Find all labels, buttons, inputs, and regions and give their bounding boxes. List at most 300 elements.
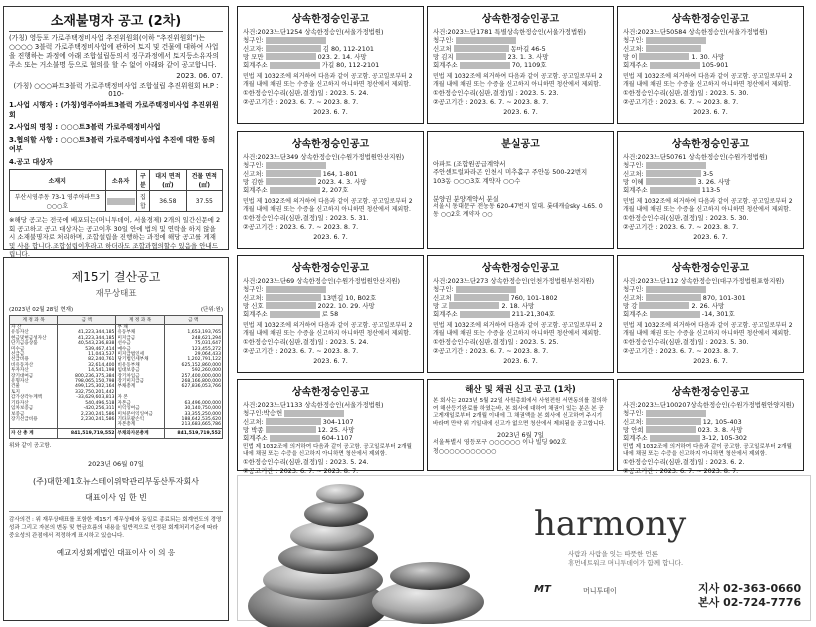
table-cell: -33,629,603,813 xyxy=(58,395,116,400)
table-cell: 257,400,000,000 xyxy=(164,374,222,379)
deceased-date: 1. 30. 사망 xyxy=(691,52,725,61)
company-name: (주)대한제1호뉴스테이위탁관리부동산투자회사 xyxy=(33,477,199,487)
approval-date: ①한정승인수리(심판,결정)일 : 2023. 5. 30. xyxy=(623,89,749,98)
inheritance-notice xyxy=(617,6,804,124)
auditor-name: 예교지성회계법인 대표이사 이 의 응 xyxy=(56,548,176,558)
table-cell: 당기법인세부채 xyxy=(116,357,164,362)
requester-line xyxy=(623,409,798,417)
table-cell: 123,455,272 xyxy=(164,347,222,352)
table-cell: 현금및현금성자산 xyxy=(10,336,58,341)
total-value: 841,519,719,552 xyxy=(58,428,116,438)
address-label: 회계주소 xyxy=(623,186,648,195)
address-line xyxy=(623,61,798,69)
reporter-address: 304-1107 xyxy=(322,417,354,426)
legal-text: 민법 제 1032조에 의거하여 다음과 같이 공고함. 공고일로부터 2개월 내에 채권 또는 수증을 신고하지 아니하면 청산에서 제외함. xyxy=(433,73,603,89)
col-header: 계 정 과 목 xyxy=(116,316,164,325)
table-cell: 29,064,433 xyxy=(164,352,222,357)
notice-footer: ※해당 공고는 전국에 배포되는(머니투데이, 서울경제) 2개의 일간신문에 2회 공고하고 공고 대상자는 공고이후 30일 안에 법의 및 연락을 하지 않을 시 소재불명자로 처리하며, 조합설립을 진행하는 과정에 해당 공고를 게재 및 사용 합니다.조합설립이후라고 하더라도 조합과협의할수 있음을 안내드립니다. xyxy=(9,216,221,258)
table-cell: 기타포괄손익 xyxy=(116,417,164,422)
reporter-line xyxy=(623,294,798,302)
table-cell: 예수금 xyxy=(116,347,164,352)
legal-text: 민법 제 1032조에 의거하여 다음과 같이 공고함. 공고일로부터 2개월 내에 채권 또는 수증을 신고하지 아니하면 청산에서 제외함. xyxy=(623,444,792,458)
requester: 청구인: xyxy=(623,409,644,418)
table-cell: 미처분이익잉여금 xyxy=(116,412,164,417)
notice-period: ②공고기간 : 2023. 6. 7. ~ 2023. 8. 7. xyxy=(433,346,549,355)
settlement-title: 제15기 결산공고 xyxy=(71,270,161,284)
notice-title: 상속한정승인공고 xyxy=(671,263,750,274)
dissolution-address: 서울특별시 영등포구 ○○○○○○ 이나 빌딩 902호 xyxy=(433,439,567,447)
lost-line: 주안센트럴파라곤 인천시 미추홀구 주안동 500-22번지 xyxy=(433,168,588,177)
table-cell: 자본금 xyxy=(116,401,164,406)
requester-line xyxy=(243,36,418,44)
requester-line xyxy=(623,285,798,293)
inheritance-notice xyxy=(237,131,424,249)
notice-title: 상속한정승인공고 xyxy=(481,263,560,274)
reporter-label: 신고자: xyxy=(243,44,264,53)
table-cell: 장기대여금 xyxy=(10,374,58,379)
approval-date: ①한정승인수리(심판,결정)일 : 2023. 5. 24. xyxy=(243,338,369,347)
reporter-address: 김 80, 112-2101 xyxy=(322,44,374,53)
deceased-line xyxy=(623,53,798,61)
notice-period: ②공고기간 : 2023. 6. 7. ~ 2023. 8. 7. xyxy=(623,222,739,231)
case-line: 사건:2023느단349 상속한정승인(수원가정법원안산지원) xyxy=(243,153,405,161)
notice-date: 2023. 6. 7. xyxy=(503,356,538,365)
table-cell: 부 채 xyxy=(116,325,164,331)
address-label: 회계주소 xyxy=(623,434,648,443)
table-cell: 감가상각누계액 xyxy=(10,395,58,400)
table-cell: 30,140,750,000 xyxy=(164,406,222,411)
table-cell: 자본총계 xyxy=(116,422,164,428)
case-line: 사건:2023느단273 상속한정승인(인천가정법원부천지원) xyxy=(433,277,595,285)
requester: 청구인: xyxy=(623,161,644,170)
table-cell: 41,223,344,185 xyxy=(58,330,116,335)
col-header: 건물 면적(㎡) xyxy=(186,170,222,191)
address-value: 3-12, 105-302 xyxy=(701,434,748,443)
address-label: 회계주소 xyxy=(243,310,268,319)
approval-date: ①한정승인수리(심판,결정)일 : 2023. 5. 30. xyxy=(623,214,749,223)
requester-line xyxy=(623,36,798,44)
ad-slogan-line: 휴먼네트워크 머니투데이가 함께 합니다. xyxy=(568,559,684,567)
case-line: 사건:2023느단1133 상속한정승인(서울가정법원) xyxy=(243,401,384,409)
table-cell: 자 본 xyxy=(116,395,164,400)
table-cell: 선급비용 xyxy=(10,357,58,362)
legal-text: 민법 제 1032조에 의거하여 다음과 같이 공고함. 공고일로부터 2개월 내에 채권 또는 수증을 신고하지 아니하면 청산에서 제외함. xyxy=(243,198,413,214)
address-value: 70, 1109호 xyxy=(511,61,547,70)
approval-date: ①한정승인수리(심판,결정)일 : 2023. 5. 24. xyxy=(243,458,369,467)
table-cell: 188,642,535,620 xyxy=(164,417,222,422)
settlement-unit: (단위:원) xyxy=(200,307,223,313)
requester-line xyxy=(243,409,418,417)
address-line xyxy=(623,310,798,318)
address-line xyxy=(433,310,608,318)
reporter-line xyxy=(433,294,608,302)
table-cell: 1,202,791,122 xyxy=(164,357,222,362)
col-header: 대지 면적(㎡) xyxy=(150,170,186,191)
requester: 청구인: xyxy=(623,285,644,294)
address-value: 105-901 xyxy=(701,61,729,70)
deceased-date: 23. 1. 3. 사망 xyxy=(507,52,549,61)
table-cell: 유동부채 xyxy=(116,330,164,335)
table-cell: 248,621,294 xyxy=(164,336,222,341)
deceased-line xyxy=(623,302,798,310)
notice-title: 상속한정승인공고 xyxy=(291,263,370,274)
table-cell: 단기금융상품 xyxy=(10,341,58,346)
inheritance-notice xyxy=(237,255,424,373)
mt-logo: MT xyxy=(534,584,551,595)
address-label: 회계주소 xyxy=(433,310,458,319)
inheritance-notice xyxy=(427,255,614,373)
col-header: 구분 xyxy=(136,170,150,191)
settlement-notice xyxy=(3,257,229,621)
table-cell: 임차보증금 xyxy=(10,406,58,411)
table-cell: 임대보증금 xyxy=(116,368,164,373)
reporter-address: 164, 1-801 xyxy=(322,169,358,178)
table-row xyxy=(10,191,223,212)
dissolution-notice xyxy=(427,379,614,471)
case-line: 사건:2023느단112 상속한정승인(대구가정법원포항지원) xyxy=(623,277,785,285)
section-4: 4.공고 대상자 xyxy=(9,157,53,166)
section-1: 1.사업 시행자 : (가칭)영주아파트3블럭 가로주택정비사업 추진위원회 xyxy=(9,101,219,119)
address-line xyxy=(623,186,798,194)
reporter-line xyxy=(433,45,608,53)
reporter-line xyxy=(623,418,798,426)
deceased-label: 망 김지 xyxy=(433,52,454,61)
notice-signer: (가칭) ○○○파트3블럭 가로주택정비사업 조합설립 추진위원회 H.P : 010- xyxy=(13,82,219,98)
deceased-label: 망 이 xyxy=(623,52,638,61)
reporter-address: 3-5 xyxy=(702,169,714,178)
settlement-note: 위와 같이 공고함. xyxy=(9,443,52,450)
requester: 청구인: xyxy=(433,285,454,294)
deceased-date: 3. 26. 사망 xyxy=(697,177,731,186)
requester-line xyxy=(623,161,798,169)
address-value: 가길 80, 112-2101 xyxy=(321,61,380,70)
deceased-label: 망 안희 xyxy=(623,425,644,434)
notice-period: ②공고기간 : 2023. 6. 7. ~ 2023. 8. 7. xyxy=(623,466,739,475)
requester-line xyxy=(433,285,608,293)
reporter-label: 신고처 xyxy=(433,293,452,302)
table-cell: 213,683,665,786 xyxy=(164,422,222,428)
notice-period: ②공고기간 : 2023. 6. 7. ~ 2023. 8. 7. xyxy=(243,466,359,475)
reporter-line xyxy=(623,170,798,178)
table-cell: 627,836,053,766 xyxy=(164,384,222,389)
requester: 청구인: xyxy=(433,36,454,45)
address-label: 회계주소 xyxy=(243,186,268,195)
deceased-date: 2. 18. 사망 xyxy=(501,301,535,310)
table-cell: 선수금 xyxy=(116,341,164,346)
unknown-address-notice xyxy=(3,6,229,258)
table-cell: 625,152,860,000 xyxy=(164,363,222,368)
deceased-label: 망 강 xyxy=(623,301,638,310)
table-cell: 2,230,241,586 xyxy=(58,417,116,422)
deceased-label: 망 박종 xyxy=(243,425,264,434)
address-value: 113-5 xyxy=(701,186,721,195)
reporter-label: 신고처: xyxy=(623,293,644,302)
table-cell: 부채총계 xyxy=(116,384,164,389)
address-line xyxy=(433,61,608,69)
table-cell: 이익잉여금 xyxy=(116,406,164,411)
table-cell: 미지급금 xyxy=(116,336,164,341)
dissolution-address: 청○○○○○○○○○○○ xyxy=(433,447,497,455)
deceased-date: 023. 2. 14. 사망 xyxy=(317,52,367,61)
table-cell: 부산시영주동 73-1 영주아파트3 ○○○호 xyxy=(10,191,106,212)
reporter-label: 신고처: xyxy=(623,44,644,53)
requester-line xyxy=(433,36,608,44)
deceased-line xyxy=(623,178,798,186)
col-header: 금 액 xyxy=(164,316,222,325)
lost-notice xyxy=(427,131,614,249)
notice-title: 상속한정승인공고 xyxy=(291,387,370,398)
total-value: 841,519,719,552 xyxy=(164,428,222,438)
deceased-line xyxy=(243,426,418,434)
notice-date: 2023. 6. 7. xyxy=(313,232,348,241)
deceased-line xyxy=(243,53,418,61)
notice-title: 상속한정승인공고 xyxy=(671,139,750,150)
table-cell: 비유동자산 xyxy=(10,363,58,368)
notice-body: (가칭) 영등포 가로주택정비사업 추진위원회(이하 "추진위원회")는 ○○○○ 3블럭 가로주택정비사업에 관하여 토지 및 건물에 대하여 사업을 진행하는 과정에 아래 조합설립동의서 징구과정에서 토지등소유자의 주소 또는 거소불명 등으로 협의를 할 수 없어 아래와 같이 공고합니다. xyxy=(9,34,219,69)
table-cell: 82,240,761 xyxy=(58,357,116,362)
ad-slogan-line: 사람과 사람을 잇는 따뜻한 언론 xyxy=(568,550,658,558)
requester-line xyxy=(243,161,418,169)
deceased-date: 023. 3. 8. 사망 xyxy=(697,425,743,434)
col-header: 소재지 xyxy=(10,170,106,191)
inheritance-notice xyxy=(237,6,424,124)
deceased-label: 망 이혜 xyxy=(623,177,644,186)
table-cell: 75,031,647 xyxy=(164,341,222,346)
reporter-label: 신고처: xyxy=(243,169,264,178)
ceo-name: 대표이사 임 한 빈 xyxy=(85,493,147,503)
address-label: 회계주소 xyxy=(433,61,458,70)
reporter-label: 신고처: xyxy=(243,293,264,302)
table-cell: 33,355,250,000 xyxy=(164,412,222,417)
case-line: 사건:2023느단50761 상속한정승인(수원가정법원) xyxy=(623,153,768,161)
deceased-label: 망 모만 xyxy=(243,52,264,61)
notice-period: ②공고기간 : 2023. 6. 7. ~ 2023. 8. 7. xyxy=(623,97,739,106)
table-cell: 자 산 xyxy=(10,325,58,331)
approval-date: ①한정승인수리(심판,결정)일 : 2023. 5. 25. xyxy=(433,338,559,347)
table-cell: 41,223,344,185 xyxy=(58,336,116,341)
reporter-line xyxy=(243,170,418,178)
address-line xyxy=(243,61,418,69)
notice-period: ②공고기간 : 2023. 6. 7. ~ 2023. 8. 7. xyxy=(433,97,549,106)
table-cell: 유동자산 xyxy=(10,330,58,335)
dissolution-title: 해산 및 채권 신고 공고 (1차) xyxy=(465,385,576,395)
settlement-date: 2023년 06월 07일 xyxy=(87,460,145,469)
inheritance-notice xyxy=(427,6,614,124)
audit-opinion: 감사의견 : 위 재무상태표를 포함한 제15기 재무상태와 동일로 종료되는 회계연도의 경영성과 그리고 자본의 변동 및 현금흐름의 내용을 일반적으로 인정된 회계처리기준에 따라 중요성의 관점에서 적정하게 표시하고 있습니다. xyxy=(9,511,223,540)
deceased-line xyxy=(243,178,418,186)
table-cell: 592,260,000 xyxy=(164,368,222,373)
notice-date: 2023. 06. 07. xyxy=(176,72,223,80)
balance-sheet xyxy=(9,315,223,439)
legal-text: 민법 제 1032조에 의거하여 다음과 같이 공고함. 공고일로부터 2개월 내에 채권 또는 수증을 신고하지 아니하면 청산에서 제외함. xyxy=(243,322,413,338)
table-cell: 유형자산 xyxy=(10,379,58,384)
reporter-label: 신고처: xyxy=(623,169,644,178)
legal-text: 민법 제 1032조에 의거하여 다음과 같이 공고함. 공고일로부터 2개월 내에 채권 또는 수증을 신고하지 아니하면 청산에서 제외함. xyxy=(623,73,793,89)
table-cell: 미수금 xyxy=(10,347,58,352)
table-cell xyxy=(105,191,136,212)
section-2: 2.사업의 명칭 : ○○○트3블럭 가로주택정비사업 xyxy=(9,123,161,131)
notice-period: ②공고기간 : 2023. 6. 7. ~ 2023. 8. 7. xyxy=(623,346,739,355)
reporter-address: 870, 101-301 xyxy=(702,293,746,302)
table-cell: 보증금 xyxy=(10,412,58,417)
notice-title: 상속한정승인공고 xyxy=(291,139,370,150)
deceased-line xyxy=(433,302,608,310)
settlement-period: (2023년 02월 28일 현재) xyxy=(9,307,74,313)
reporter-address: 13번길 10, B02호 xyxy=(322,293,377,302)
table-cell: 선급금 xyxy=(10,352,58,357)
approval-date: ①한정승인수리(심판,결정)일 : 2023. 5. 30. xyxy=(623,338,749,347)
approval-date: ①한정승인수리(심판,결정)일 : 2023. 5. 24. xyxy=(243,89,369,98)
table-cell: -420,256,311 xyxy=(58,406,116,411)
reporter-line xyxy=(243,294,418,302)
deceased-label: 망 김한 xyxy=(243,177,264,186)
table-cell: 37.55 xyxy=(186,191,222,212)
notice-title: 소재불명자 공고 (2차) xyxy=(9,10,223,32)
notice-date: 2023. 6. 7. xyxy=(313,356,348,365)
notice-title: 상속한정승인공고 xyxy=(291,14,370,25)
requester: 청구인: xyxy=(243,285,264,294)
table-cell: 1,653,193,765 xyxy=(164,330,222,335)
notice-period: ②공고기간 : 2023. 6. 7. ~ 2023. 8. 7. xyxy=(243,346,359,355)
notice-period: ②공고기간 : 2023. 6. 7. ~ 2023. 8. 7. xyxy=(243,97,359,106)
approval-date: ①한정승인수리(심판,결정)일 : 2023. 6. 2. xyxy=(623,458,745,467)
col-header: 계 정 과 목 xyxy=(10,316,58,325)
notice-period: ②공고기간 : 2023. 6. 7. ~ 2023. 8. 7. xyxy=(243,222,359,231)
notice-title: 상속한정승인공고 xyxy=(481,14,560,25)
deceased-label: 망 고 xyxy=(433,301,448,310)
dissolution-date: 2023년 6월 7일 xyxy=(497,431,544,440)
target-table xyxy=(9,169,223,212)
reporter-line xyxy=(623,45,798,53)
address-line xyxy=(243,186,418,194)
case-line: 사건:2023느단69 상속한정승인(수원가정법원안산지원) xyxy=(243,277,401,285)
table-cell: 32,614,400 xyxy=(58,363,116,368)
table-cell: 540,496,518 xyxy=(58,401,116,406)
reporter-label: 신고처: xyxy=(243,417,264,426)
table-cell: 268,166,800,000 xyxy=(164,379,222,384)
deceased-line xyxy=(433,53,608,61)
legal-text: 민법 제 1032조에 의거하여 다음과 같이 공고함. 공고일로부터 2개월 내에 채권 또는 수증을 신고하지 아니하면 청산에서 제외함. xyxy=(243,73,413,89)
table-cell: 36.58 xyxy=(150,191,186,212)
inheritance-notice xyxy=(237,379,424,475)
ad-phone-hq: 본사 02-724-7776 xyxy=(698,596,802,609)
requester: 청구인: xyxy=(243,36,264,45)
table-cell: 장기선급비용 xyxy=(10,417,58,422)
table-cell: 798,065,150,798 xyxy=(58,379,116,384)
case-line: 사건:2023느단1781 특별상속한정승인(서울가정법원) xyxy=(433,28,586,36)
ad-slogan xyxy=(568,550,683,568)
table-cell: 11,043,537 xyxy=(58,352,116,357)
table-cell: 800,236,375,384 xyxy=(58,374,116,379)
deceased-label: 망 신호 xyxy=(243,301,264,310)
table-cell: 장기미지급금 xyxy=(116,379,164,384)
lost-line: 분양권 분양계약서 분실 xyxy=(433,194,499,203)
requester: 청구인: xyxy=(623,36,644,45)
requester: 청구인:박승헌 xyxy=(243,409,283,418)
address-line xyxy=(243,434,418,442)
table-cell: 건물 xyxy=(10,384,58,389)
table-cell: 539,467,414 xyxy=(58,347,116,352)
approval-date: ①한정승인수리(심판,결정)일 : 2023. 5. 31. xyxy=(243,214,369,223)
table-cell: 40,543,236,838 xyxy=(58,341,116,346)
deceased-line xyxy=(243,302,418,310)
inheritance-notice xyxy=(617,131,804,249)
col-header: 금 액 xyxy=(58,316,116,325)
legal-text: 민법 제 1032조에 의거하여 다음과 같이 공고함. 공고일로부터 2개월 내에 채권 또는 수증을 신고하지 아니하면 청산에서 제외함. xyxy=(433,322,603,338)
address-label: 회계주소 xyxy=(623,310,648,319)
inheritance-notice xyxy=(617,255,804,373)
address-value: 604-1107 xyxy=(321,434,353,443)
table-cell: 기타자산 xyxy=(10,401,58,406)
table-cell: 미지급법인세 xyxy=(116,352,164,357)
notice-date: 2023. 6. 7. xyxy=(693,232,728,241)
settlement-subtitle: 재무상태표 xyxy=(95,289,137,299)
requester-line xyxy=(243,285,418,293)
lost-line: 103동 ○○○3호 계약자 ○○수 xyxy=(433,176,521,185)
table-cell: 499,125,302,164 xyxy=(58,384,116,389)
case-line: 사건:2023느단1254 상속한정승인(서울가정법원) xyxy=(243,28,384,36)
table-cell: 장기차입금 xyxy=(116,374,164,379)
dissolution-body: 본 회사는 2023년 5월 22일 사원총회에서 사원전원 서면동의를 결의하여 해산등기완료를 하였는바, 본 회사에 대하여 채권이 있는 분은 본 공고게재일로부터 2개월 이내에 그 채권액을 본 회사에 신고하여 주시기 바라며 만약 위 기일내에 신고가 없으면 청산에서 제외됨을 공고합니다. xyxy=(433,398,608,427)
address-value: 로 58 xyxy=(321,310,339,319)
address-label: 회계주소 xyxy=(623,61,648,70)
harmony-advertisement xyxy=(237,475,811,621)
table-cell: 2,230,241,586 xyxy=(58,412,116,417)
notice-title: 상속한정승인공고 xyxy=(671,14,750,25)
table-cell: 14,541,198 xyxy=(58,368,116,373)
lost-title: 분실공고 xyxy=(501,139,540,150)
total-label: 자 산 총 계 xyxy=(10,428,58,438)
table-cell: 토지 xyxy=(10,390,58,395)
lost-line: 서울시 동대문구 전농동 620-47번지 일대. 롯데캐슬sky -L65. 0동 ○○2호 계약자 ○○ xyxy=(433,203,603,219)
address-line xyxy=(623,434,798,442)
notice-date: 2023. 6. 7. xyxy=(503,107,538,116)
table-cell: 332,750,201,442 xyxy=(58,390,116,395)
reporter-line xyxy=(243,45,418,53)
ad-brand: harmony xyxy=(534,504,687,544)
mt-logo-text: 머니투데이 xyxy=(583,587,617,595)
requester: 청구인: xyxy=(243,161,264,170)
deceased-line xyxy=(623,426,798,434)
notice-date: 2023. 6. 7. xyxy=(693,356,728,365)
table-cell: 집합 xyxy=(136,191,150,212)
case-line: 사건:2023느단50584 상속한정승인(서울가정법원) xyxy=(623,28,768,36)
address-value: 2, 207호 xyxy=(321,186,349,195)
reporter-label: 신고처: xyxy=(623,417,644,426)
table-cell: 투자자산 xyxy=(10,368,58,373)
ad-phone-branch: 지사 02-363-0660 xyxy=(698,582,802,595)
reporter-label: 신고처 xyxy=(433,44,452,53)
col-header: 소유자 xyxy=(105,170,136,191)
address-label: 회계주소 xyxy=(243,434,268,443)
address-line xyxy=(243,310,418,318)
reporter-address: 12, 105-403 xyxy=(702,417,742,426)
table-cell: 63,496,000,000 xyxy=(164,401,222,406)
stones-illustration xyxy=(258,476,498,622)
notice-date: 2023. 6. 7. xyxy=(313,107,348,116)
deceased-date: 12. 25. 사망 xyxy=(317,425,355,434)
address-value: -14, 301호 xyxy=(701,310,735,319)
notice-title: 상속한정승인공고 xyxy=(671,387,750,398)
approval-date: ①한정승인수리(심판,결정)일 : 2023. 5. 23. xyxy=(433,89,559,98)
section-3: 3.협의할 사항 : ○○○트3블럭 가로주택정비사업 추진에 대한 동의 여부 xyxy=(9,135,216,153)
total-row xyxy=(10,428,223,438)
deceased-date: 2023. 4. 3. 사망 xyxy=(317,177,367,186)
legal-text: 민법 제 1032조에 의거하여 다음과 같이 공고함. 공고일로부터 2개월 내에 채권 또는 수증을 신고하지 아니하면 청산에서 제외함. xyxy=(623,322,793,338)
legal-text: 민법 제 1032조에 의거하여 다음과 같이 공고함. 공고일로부터 2개월 내에 채권 또는 수증을 신고하지 아니하면 청산에서 제외함. xyxy=(623,198,793,214)
reporter-address: 동마길 46-5 xyxy=(510,44,546,53)
address-label: 회계주소 xyxy=(243,61,268,70)
